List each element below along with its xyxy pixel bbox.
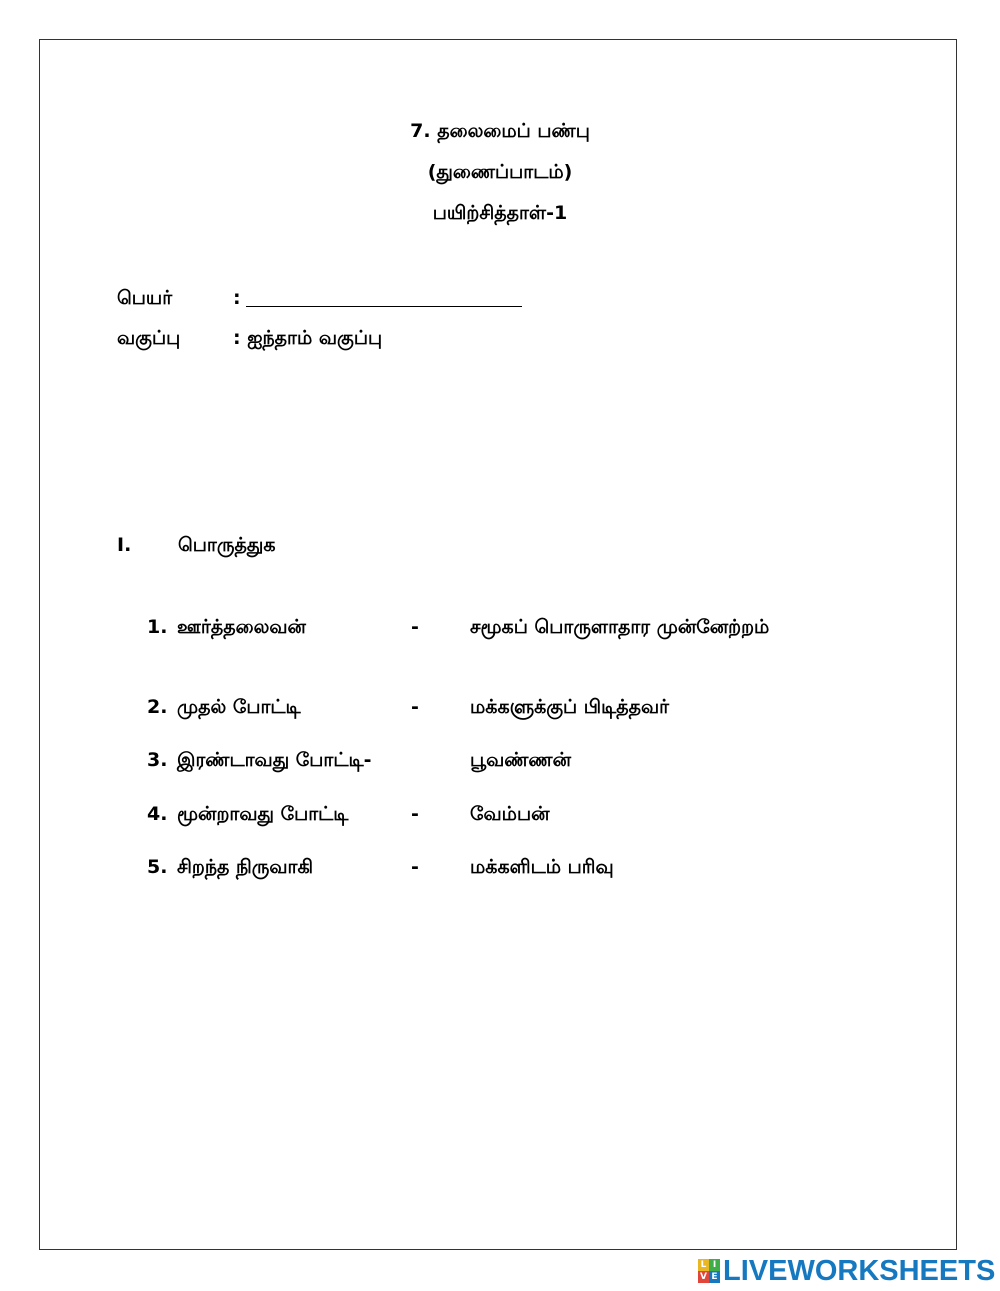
name-colon: : bbox=[233, 287, 241, 309]
lesson-title: 7. தலைமைப் பண்பு bbox=[410, 120, 590, 142]
item-left-term[interactable]: மூன்றாவது போட்டி bbox=[177, 803, 349, 825]
live-badge-icon bbox=[698, 1259, 720, 1283]
item-dash: - bbox=[411, 616, 419, 638]
item-number: 5. bbox=[147, 856, 168, 878]
item-left-term[interactable]: ஊர்த்தலைவன் bbox=[177, 616, 306, 638]
item-right-term[interactable]: சமூகப் பொருளாதார முன்னேற்றம் bbox=[470, 616, 770, 638]
logo-wordmark: LIVEWORKSHEETS bbox=[723, 1254, 996, 1287]
item-right-term[interactable]: வேம்பன் bbox=[470, 803, 550, 825]
item-number: 2. bbox=[147, 696, 168, 718]
item-left-term[interactable]: முதல் போட்டி bbox=[177, 696, 301, 718]
name-label: பெயர் bbox=[117, 287, 173, 309]
item-number: 3. bbox=[147, 749, 168, 771]
item-left-term[interactable]: இரண்டாவது போட்டி- bbox=[177, 749, 372, 771]
class-label: வகுப்பு bbox=[117, 327, 181, 349]
item-left-term[interactable]: சிறந்த நிருவாகி bbox=[177, 856, 314, 878]
item-right-term[interactable]: மக்களிடம் பரிவு bbox=[470, 856, 614, 878]
badge-letter: V bbox=[698, 1271, 709, 1283]
item-dash: - bbox=[411, 696, 419, 718]
lesson-subtitle: (துணைப்பாடம்) bbox=[427, 161, 573, 183]
section-title: பொருத்துக bbox=[178, 534, 276, 556]
item-right-term[interactable]: பூவண்ணன் bbox=[470, 749, 572, 771]
worksheet-number: பயிற்சித்தாள்-1 bbox=[432, 202, 568, 224]
badge-letter: I bbox=[709, 1259, 720, 1271]
item-dash: - bbox=[411, 803, 419, 825]
item-right-term[interactable]: மக்களுக்குப் பிடித்தவர் bbox=[470, 696, 670, 718]
section-numeral: I. bbox=[117, 534, 132, 556]
item-dash: - bbox=[411, 856, 419, 878]
item-number: 1. bbox=[147, 616, 168, 638]
badge-letter: L bbox=[698, 1259, 709, 1271]
badge-letter: E bbox=[709, 1271, 720, 1283]
item-number: 4. bbox=[147, 803, 168, 825]
class-value: : ஐந்தாம் வகுப்பு bbox=[233, 327, 383, 349]
liveworksheets-logo bbox=[698, 1254, 996, 1287]
name-blank-line[interactable] bbox=[246, 306, 522, 307]
